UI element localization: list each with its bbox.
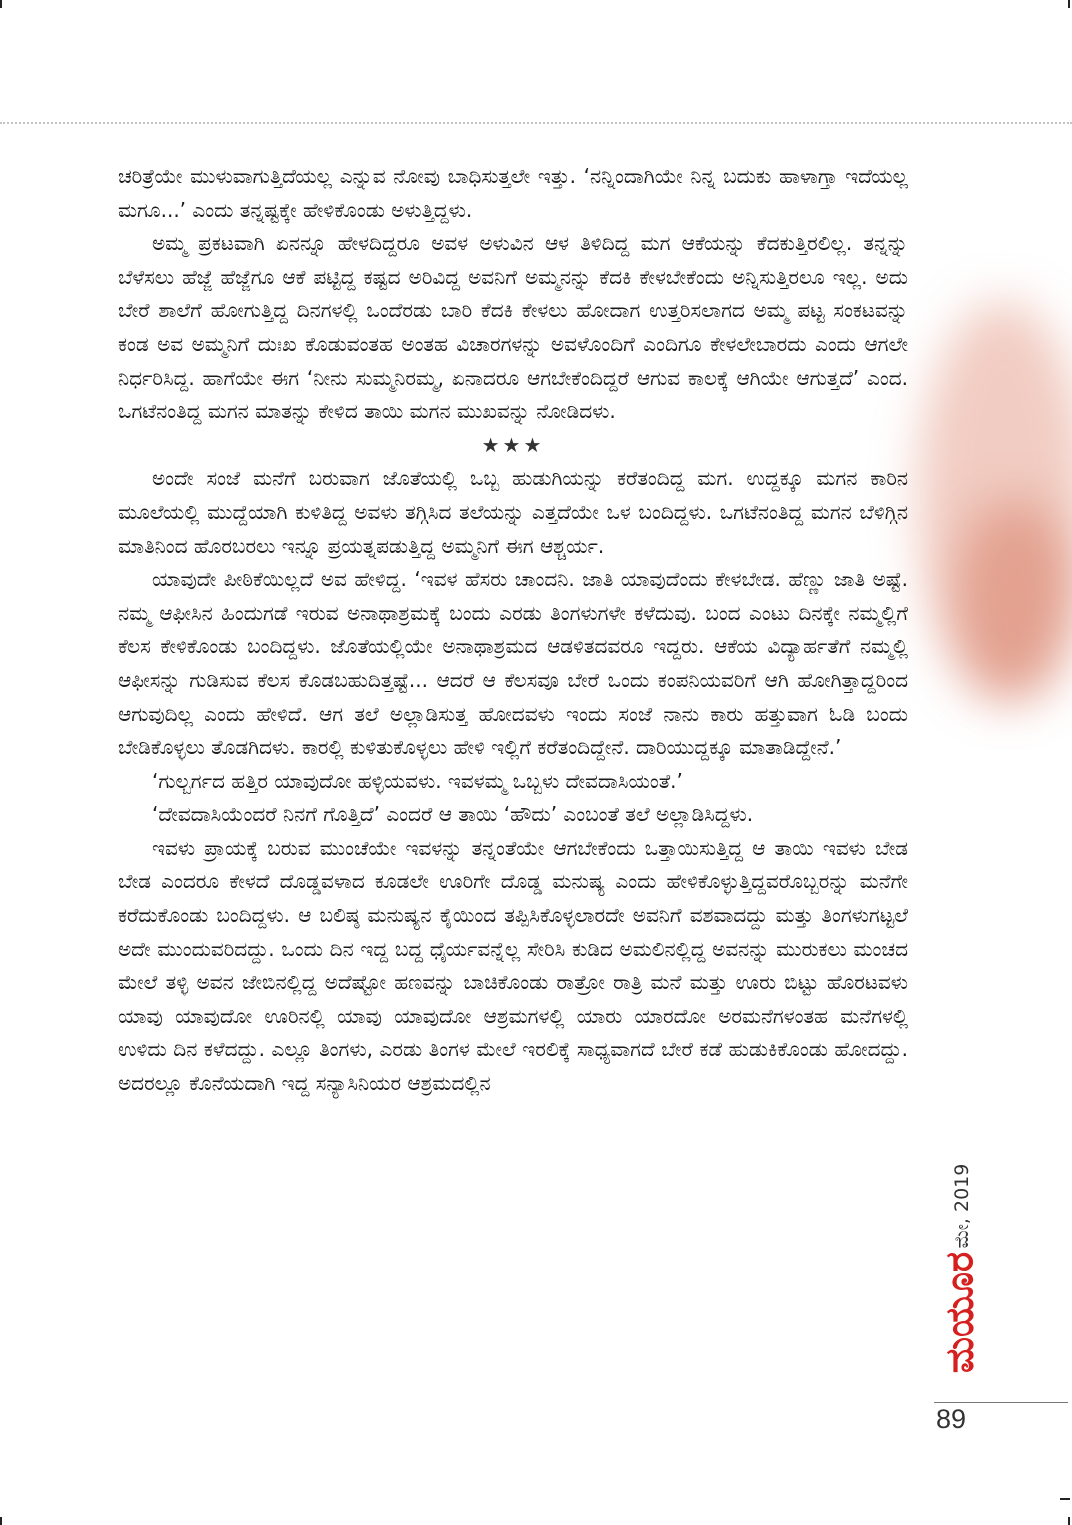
crop-mark-top-right bbox=[1068, 0, 1070, 8]
paragraph: ಅಮ್ಮ ಪ್ರಕಟವಾಗಿ ಏನನ್ನೂ ಹೇಳದಿದ್ದರೂ ಅವಳ ಅಳುವಿನ ಆಳ ತಿಳಿದಿದ್ದ ಮಗ ಆಕೆಯನ್ನು ಕೆದಕುತ್ತಿರಲಿಲ್ಲ. ತನ್ನನ್ನು ಬೆಳೆಸಲು ಹೆಜ್ಜೆ ಹೆಜ್ಜೆಗೂ ಆಕೆ ಪಟ್ಟಿದ್ದ ಕಷ್ಟದ ಅರಿವಿದ್ದ ಅವನಿಗೆ ಅಮ್ಮನನ್ನು ಕೆದಕಿ ಕೇಳಬೇಕೆಂದು ಅನ್ನಿಸುತ್ತಿರಲೂ ಇಲ್ಲ. ಅದು ಬೇರೆ ಶಾಲೆಗೆ ಹೋಗುತ್ತಿದ್ದ ದಿನಗಳಲ್ಲಿ ಒಂದೆರಡು ಬಾರಿ ಕೆದಕಿ ಕೇಳಲು ಹೋದಾಗ ಉತ್ತರಿಸಲಾಗದ ಅಮ್ಮ ಪಟ್ಟ ಸಂಕಟವನ್ನು ಕಂಡ ಅವ ಅಮ್ಮನಿಗೆ ದುಃಖ ಕೊಡುವಂತಹ ಅಂತಹ ವಿಚಾರಗಳನ್ನು ಅವಳೊಂದಿಗೆ ಎಂದಿಗೂ ಕೇಳಲೇಬಾರದು ಎಂದು ಆಗಲೇ ನಿರ್ಧರಿಸಿದ್ದ. ಹಾಗೆಯೇ ಈಗ ‘ನೀನು ಸುಮ್ಮನಿರಮ್ಮ, ಏನಾದರೂ ಆಗಬೇಕೆಂದಿದ್ದರೆ ಆಗುವ ಕಾಲಕ್ಕೆ ಆಗಿಯೇ ಆಗುತ್ತದೆ’ ಎಂದ. ಒಗಟೆನಂತಿದ್ದ ಮಗನ ಮಾತನ್ನು ಕೇಳಿದ ತಾಯಿ ಮಗನ ಮುಖವನ್ನು ನೋಡಿದಳು. bbox=[118, 231, 908, 424]
crop-mark-bottom-right bbox=[1068, 1517, 1070, 1525]
paragraph: ಯಾವುದೇ ಪೀಠಿಕೆಯಿಲ್ಲದೆ ಅವ ಹೇಳಿದ್ದ. ‘ಇವಳ ಹೆಸರು ಚಾಂದನಿ. ಜಾತಿ ಯಾವುದೆಂದು ಕೇಳಬೇಡ. ಹೆಣ್ಣು ಜಾತಿ ಅಷ್ಟೆ. ನಮ್ಮ ಆಫೀಸಿನ ಹಿಂದುಗಡೆ ಇರುವ ಅನಾಥಾಶ್ರಮಕ್ಕೆ ಬಂದು ಎರಡು ತಿಂಗಳುಗಳೇ ಕಳೆದುವು. ಬಂದ ಎಂಟು ದಿನಕ್ಕೇ ನಮ್ಮಲ್ಲಿಗೆ ಕೆಲಸ ಕೇಳಿಕೊಂಡು ಬಂದಿದ್ದಳು. ಜೊತೆಯಲ್ಲಿಯೇ ಅನಾಥಾಶ್ರಮದ ಆಡಳಿತದವರೂ ಇದ್ದರು. ಆಕೆಯ ವಿದ್ಯಾರ್ಹತೆಗೆ ನಮ್ಮಲ್ಲಿ ಆಫೀಸನ್ನು ಗುಡಿಸುವ ಕೆಲಸ ಕೊಡಬಹುದಿತ್ತಷ್ಟೆ... ಆದರೆ ಆ ಕೆಲಸವೂ ಬೇರೆ ಒಂದು ಕಂಪನಿಯವರಿಗೆ ಆಗಿ ಹೋಗಿತ್ತಾದ್ದರಿಂದ ಆಗುವುದಿಲ್ಲ ಎಂದು ಹೇಳಿದೆ. ಆಗ ತಲೆ ಅಲ್ಲಾಡಿಸುತ್ತ ಹೋದವಳು ಇಂದು ಸಂಜೆ ನಾನು ಕಾರು ಹತ್ತುವಾಗ ಓಡಿ ಬಂದು ಬೇಡಿಕೊಳ್ಳಲು ತೊಡಗಿದಳು. ಕಾರಲ್ಲಿ ಕುಳಿತುಕೊಳ್ಳಲು ಹೇಳಿ ಇಲ್ಲಿಗೆ ಕರೆತಂದಿದ್ದೇನೆ. ದಾರಿಯುದ್ದಕ್ಕೂ ಮಾತಾಡಿದ್ದೇನೆ.’ bbox=[118, 567, 908, 760]
paragraph: ‘ಗುಲ್ಬರ್ಗದ ಹತ್ತಿರ ಯಾವುದೋ ಹಳ್ಳಿಯವಳು. ಇವಳಮ್ಮ ಒಬ್ಬಳು ದೇವದಾಸಿಯಂತೆ.’ bbox=[152, 768, 683, 793]
crop-mark-right-middle bbox=[1060, 1498, 1070, 1500]
page-number: 89 bbox=[936, 1404, 967, 1434]
magazine-logo: ಮಯೂರ bbox=[937, 1251, 982, 1374]
paragraph: ಚರಿತ್ರೆಯೇ ಮುಳುವಾಗುತ್ತಿದೆಯಲ್ಲ ಎನ್ನುವ ನೋವು ಬಾಧಿಸುತ್ತಲೇ ಇತ್ತು. ‘ನನ್ನಿಂದಾಗಿಯೇ ನಿನ್ನ ಬದುಕು ಹಾಳಾಗ್ತಾ ಇದೆಯಲ್ಲ ಮಗೂ...’ ಎಂದು ತನ್ನಷ್ಟಕ್ಕೇ ಹೇಳಿಕೊಂಡು ಅಳುತ್ತಿದ್ದಳು. bbox=[118, 164, 908, 222]
decorative-watercolor-blot-core bbox=[955, 500, 1072, 700]
header-dotted-rule bbox=[0, 122, 1072, 124]
paragraph: ಅಂದೇ ಸಂಜೆ ಮನೆಗೆ ಬರುವಾಗ ಜೊತೆಯಲ್ಲಿ ಒಬ್ಬ ಹುಡುಗಿಯನ್ನು ಕರೆತಂದಿದ್ದ ಮಗ. ಉದ್ದಕ್ಕೂ ಮಗನ ಕಾರಿನ ಮೂಲೆಯಲ್ಲಿ ಮುದ್ದೆಯಾಗಿ ಕುಳಿತಿದ್ದ ಅವಳು ತಗ್ಗಿಸಿದ ತಲೆಯನ್ನು ಎತ್ತದೆಯೇ ಒಳ ಬಂದಿದ್ದಳು. ಒಗಟೆನಂತಿದ್ದ ಮಗನ ಬೆಳಿಗ್ಗಿನ ಮಾತಿನಿಂದ ಹೊರಬರಲು ಇನ್ನೂ ಪ್ರಯತ್ನಪಡುತ್ತಿದ್ದ ಅಮ್ಮನಿಗೆ ಈಗ ಆಶ್ಚರ್ಯ. bbox=[118, 466, 908, 558]
paragraph: ‘ದೇವದಾಸಿಯೆಂದರೆ ನಿನಗೆ ಗೊತ್ತಿದೆ’ ಎಂದರೆ ಆ ತಾಯಿ ‘ಹೌದು’ ಎಂಬಂತೆ ತಲೆ ಅಲ್ಲಾಡಿಸಿದ್ದಳು. bbox=[152, 802, 754, 827]
crop-mark-top-left bbox=[0, 0, 2, 8]
issue-date: ಮೇ, 2019 bbox=[951, 1163, 973, 1249]
crop-mark-bottom-left bbox=[0, 1517, 2, 1525]
paragraph: ಇವಳು ಪ್ರಾಯಕ್ಕೆ ಬರುವ ಮುಂಚೆಯೇ ಇವಳನ್ನು ತನ್ನಂತೆಯೇ ಆಗಬೇಕೆಂದು ಒತ್ತಾಯಿಸುತ್ತಿದ್ದ ಆ ತಾಯಿ ಇವಳು ಬೇಡ ಬೇಡ ಎಂದರೂ ಕೇಳದೆ ದೊಡ್ಡವಳಾದ ಕೂಡಲೇ ಊರಿಗೇ ದೊಡ್ಡ ಮನುಷ್ಯ ಎಂದು ಹೇಳಿಕೊಳ್ಳುತ್ತಿದ್ದವರೊಬ್ಬರನ್ನು ಮನೆಗೇ ಕರೆದುಕೊಂಡು ಬಂದಿದ್ದಳು. ಆ ಬಲಿಷ್ಠ ಮನುಷ್ಯನ ಕೈಯಿಂದ ತಪ್ಪಿಸಿಕೊಳ್ಳಲಾರದೇ ಅವನಿಗೆ ವಶವಾದದ್ದು ಮತ್ತು ತಿಂಗಳುಗಟ್ಟಲೆ ಅದೇ ಮುಂದುವರಿದದ್ದು. ಒಂದು ದಿನ ಇದ್ದ ಬದ್ದ ಧೈರ್ಯವನ್ನೆಲ್ಲ ಸೇರಿಸಿ ಕುಡಿದ ಅಮಲಿನಲ್ಲಿದ್ದ ಅವನನ್ನು ಮುರುಕಲು ಮಂಚದ ಮೇಲೆ ತಳ್ಳಿ ಅವನ ಜೇಬಿನಲ್ಲಿದ್ದ ಅದೆಷ್ಟೋ ಹಣವನ್ನು ಬಾಚಿಕೊಂಡು ರಾತ್ರೋ ರಾತ್ರಿ ಮನೆ ಮತ್ತು ಊರು ಬಿಟ್ಟು ಹೊರಟವಳು ಯಾವು ಯಾವುದೋ ಊರಿನಲ್ಲಿ ಯಾವು ಯಾವುದೋ ಆಶ್ರಮಗಳಲ್ಲಿ ಯಾರು ಯಾರದೋ ಅರಮನೆಗಳಂತಹ ಮನೆಗಳಲ್ಲಿ ಉಳಿದು ದಿನ ಕಳೆದದ್ದು. ಎಲ್ಲೂ ತಿಂಗಳು, ಎರಡು ತಿಂಗಳ ಮೇಲೆ ಇರಲಿಕ್ಕೆ ಸಾಧ್ಯವಾಗದೆ ಬೇರೆ ಕಡೆ ಹುಡುಕಿಕೊಂಡು ಹೋದದ್ದು. ಅದರಲ್ಲೂ ಕೊನೆಯದಾಗಿ ಇದ್ದ ಸನ್ಯಾಸಿನಿಯರ ಆಶ್ರಮದಲ್ಲಿನ bbox=[118, 835, 908, 1096]
section-break-stars: ★★★ bbox=[481, 432, 545, 457]
page-number-rule bbox=[934, 1402, 1068, 1403]
article-body bbox=[118, 160, 908, 1101]
